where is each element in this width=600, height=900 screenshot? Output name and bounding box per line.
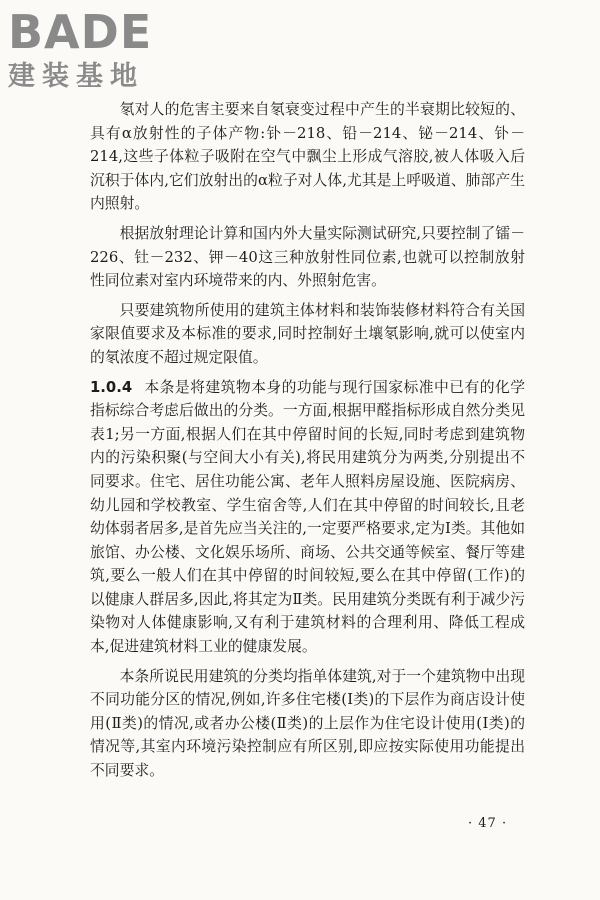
page-number: · 47 ·	[468, 816, 508, 831]
clause-number: 1.0.4	[90, 378, 133, 396]
logo-brand: BADE	[8, 5, 153, 59]
clause-text: 本条是将建筑物本身的功能与现行国家标准中已有的化学指标综合考虑后做出的分类。一方面,根据甲醛指标形成自然分类见表1;另一方面,根据人们在其中停留时间的长短,同时考虑到建筑物内的污染积聚(与空间大小有关),将民用建筑分为两类,分别提出不同要求。住宅、居住功能公寓、老年人照料房屋设施、医院病房、幼儿园和学校教室、学生宿舍等,人们在其中停留的时间较长,且老幼体弱者居多,是首先应当关注的,一定要严格要求,定为Ⅰ类。其他如旅馆、办公楼、文化娱乐场所、商场、公共交通等候室、餐厅等建筑,要么一般人们在其中停留的时间较短,要么在其中停留(工作)的以健康人群居多,因此,将其定为Ⅱ类。民用建筑分类既有利于减少污染物对人体健康影响,又有利于建筑材料的合理利用、降低工程成本,促进建筑材料工业的健康发展。	[90, 378, 525, 656]
bade-logo	[8, 6, 178, 96]
document-body	[90, 98, 525, 789]
paragraph-building-classification: 本条所说民用建筑的分类均指单体建筑,对于一个建筑物中出现不同功能分区的情况,例如,许多住宅楼(Ⅰ类)的下层作为商店设计使用(Ⅱ类)的情况,或者办公楼(Ⅱ类)的上层作为住宅设计使用(Ⅰ类)的情况等,其室内环境污染控制应有所区别,即应按实际使用功能提出不同要求。	[90, 667, 525, 780]
clause-1-0-4	[90, 376, 525, 659]
paragraph-radon-hazard: 氡对人的危害主要来自氡衰变过程中产生的半衰期比较短的、具有α放射性的子体产物:钋－218、铅－214、铋－214、钋－214,这些子体粒子吸附在空气中飘尘上形成气溶胶,被人体吸入后沉积于体内,它们放射出的α粒子对人体,尤其是上呼吸道、肺部产生内照射。	[90, 101, 525, 213]
logo-tagline: 建装基地	[8, 61, 144, 92]
paragraph-isotope-control: 根据放射理论计算和国内外大量实际测试研究,只要控制了镭－226、钍－232、钾－40这三种放射性同位素,也就可以控制放射性同位素对室内环境带来的内、外照射危害。	[90, 224, 525, 290]
paragraph-radon-limit: 只要建筑物所使用的建筑主体材料和装饰装修材料符合有关国家限值要求及本标准的要求,同时控制好土壤氡影响,就可以使室内的氡浓度不超过规定限值。	[90, 301, 525, 366]
